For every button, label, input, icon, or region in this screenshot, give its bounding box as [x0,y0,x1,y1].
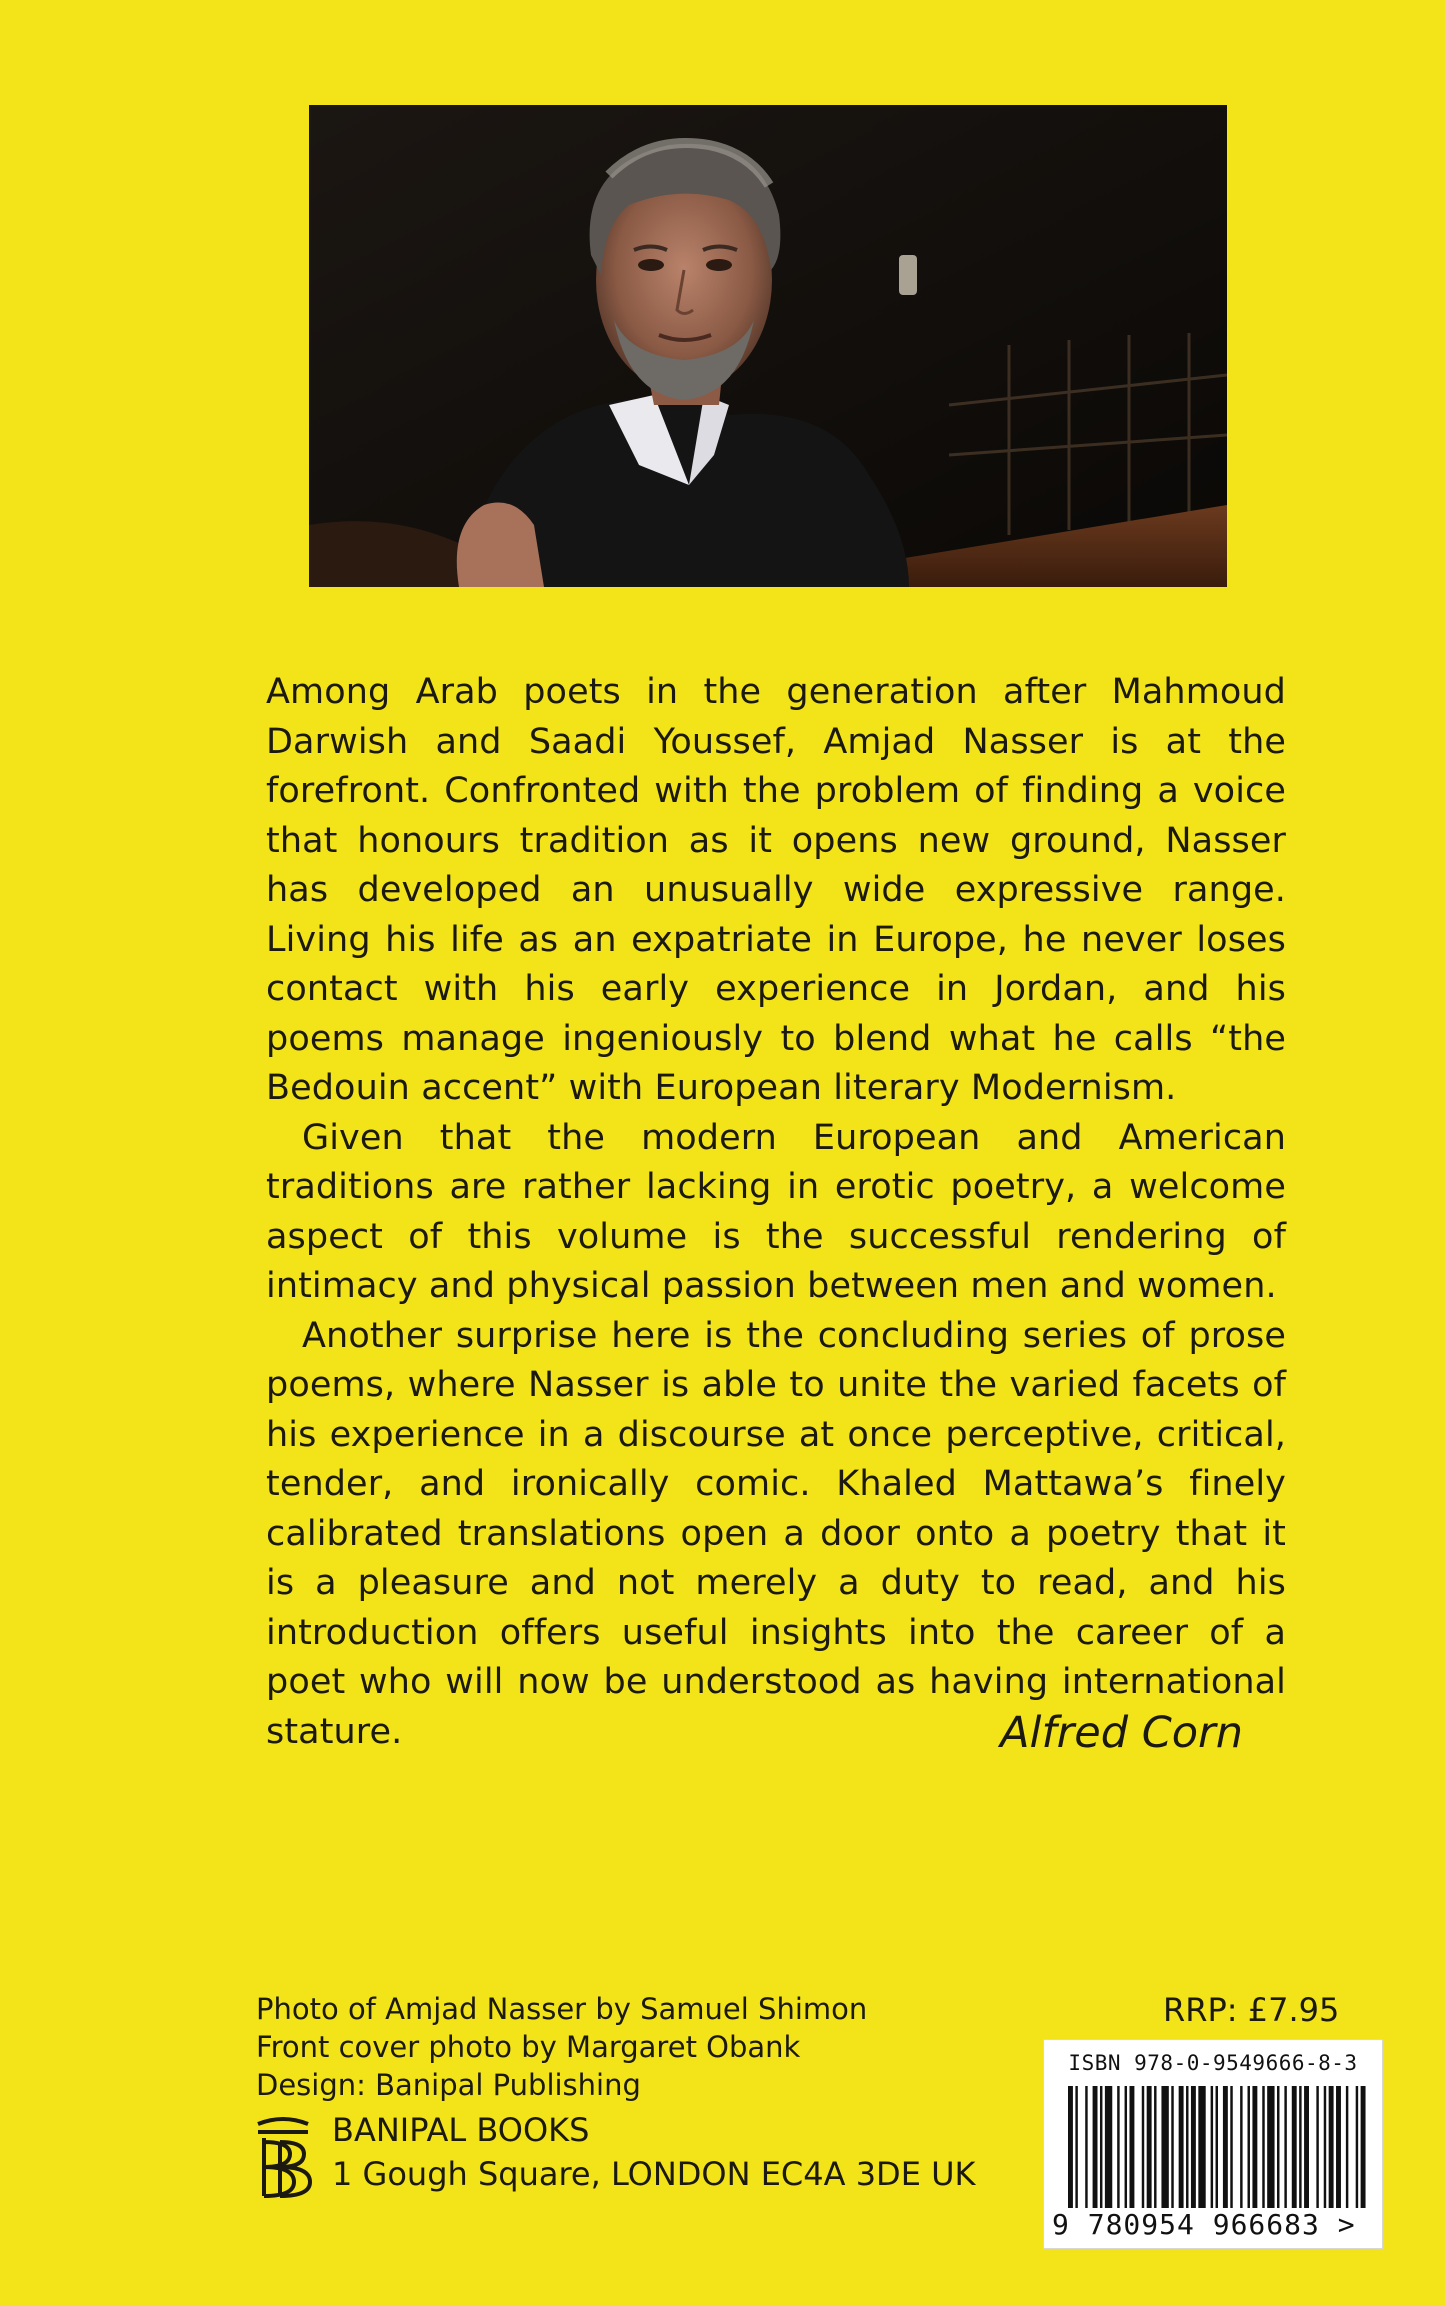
barcode-bar [1198,2086,1205,2208]
barcode-bar [1085,2086,1087,2208]
price-label: RRP: £7.95 [1163,1991,1340,2029]
barcode-bar [1292,2086,1297,2208]
barcode-bar [1211,2086,1213,2208]
barcode-bar [1361,2086,1366,2208]
back-cover-blurb [266,668,1286,1757]
barcode-bar [1304,2086,1309,2208]
barcode-bar [1105,2086,1112,2208]
barcode-bar [1186,2086,1188,2208]
barcode-bar [1329,2086,1334,2208]
barcode-bar [1075,2086,1077,2208]
credits-block [256,1990,867,2104]
barcode-bar [1252,2086,1257,2208]
barcode-bar [1277,2086,1279,2208]
barcode-bar [1223,2086,1228,2208]
barcode-panel [1043,2039,1383,2249]
barcode-bar [1117,2086,1119,2208]
barcode-bar [1154,2086,1156,2208]
publisher-block [250,2108,975,2202]
blurb-attribution: Alfred Corn [1000,1708,1243,1758]
barcode-bar [1147,2086,1152,2208]
blurb-paragraph-1: Among Arab poets in the generation after Mahmoud Darwish and Saadi Youssef, Amjad Nasser is at the forefront. Confronted with the problem of finding a voice that honours tradition as it opens new ground, Nasser has developed an unusually wide expressive range. Living his life as an expatriate in Europe, he never loses contact with his early experience in Jordan, and his poems manage ingeniously to blend what he calls “the Bedouin accent” with European literary Modernism. [266,672,1286,1108]
barcode-bar [1171,2086,1173,2208]
barcode-bar [1179,2086,1184,2208]
barcode-bar [1324,2086,1326,2208]
barcode-bar [1336,2086,1341,2208]
barcode-bar [1129,2086,1134,2208]
author-photo [309,105,1227,587]
barcode-bar [1267,2086,1274,2208]
barcode-bar [1316,2086,1318,2208]
publisher-name: BANIPAL BOOKS [332,2111,590,2149]
author-portrait-image [309,105,1227,587]
barcode-bar [1262,2086,1264,2208]
barcode-bar [1299,2086,1301,2208]
barcode-bar [1191,2086,1196,2208]
blurb-paragraph-2: Given that the modern European and American traditions are rather lacking in erotic poetry, a welcome aspect of this volume is the successful rendering of intimacy and physical passion between men and women. [266,1117,1286,1306]
barcode-bar [1100,2086,1102,2208]
photo-credit: Photo of Amjad Nasser by Samuel Shimon [256,1992,868,2026]
ean-digits: 9 780954 966683 > [1052,2208,1356,2241]
cover-photo-credit: Front cover photo by Margaret Obank [256,2030,801,2064]
barcode-bar [1093,2086,1098,2208]
barcode-bar [1248,2086,1250,2208]
barcode-image [1068,2086,1368,2208]
barcode-bar [1230,2086,1232,2208]
barcode-bar [1240,2086,1242,2208]
isbn-label: ISBN 978-0-9549666-8-3 [1068,2051,1358,2075]
design-credit: Design: Banipal Publishing [256,2068,641,2102]
barcode-bar [1068,2086,1073,2208]
barcode-bar [1346,2086,1348,2208]
publisher-address: 1 Gough Square, LONDON EC4A 3DE UK [332,2155,976,2193]
barcode-bar [1142,2086,1144,2208]
barcode-bar [1284,2086,1286,2208]
barcode-bar [1356,2086,1358,2208]
barcode-bar [1216,2086,1218,2208]
blurb-paragraph-3: Another surprise here is the concluding series of prose poems, where Nasser is able to unite the varied facets of his experience in a discourse at once perceptive, critical, tender, and ironically comic. Khaled Mattawa’s finely calibrated translations open a door onto a poetry that it is a pleasure and not merely a duty to read, and his introduction offers useful insights into the career of a poet who will now be understood as having international stature. [266,1315,1286,1752]
banipal-logo-icon [250,2112,316,2202]
barcode-bar [1161,2086,1168,2208]
barcode-bar [1125,2086,1127,2208]
